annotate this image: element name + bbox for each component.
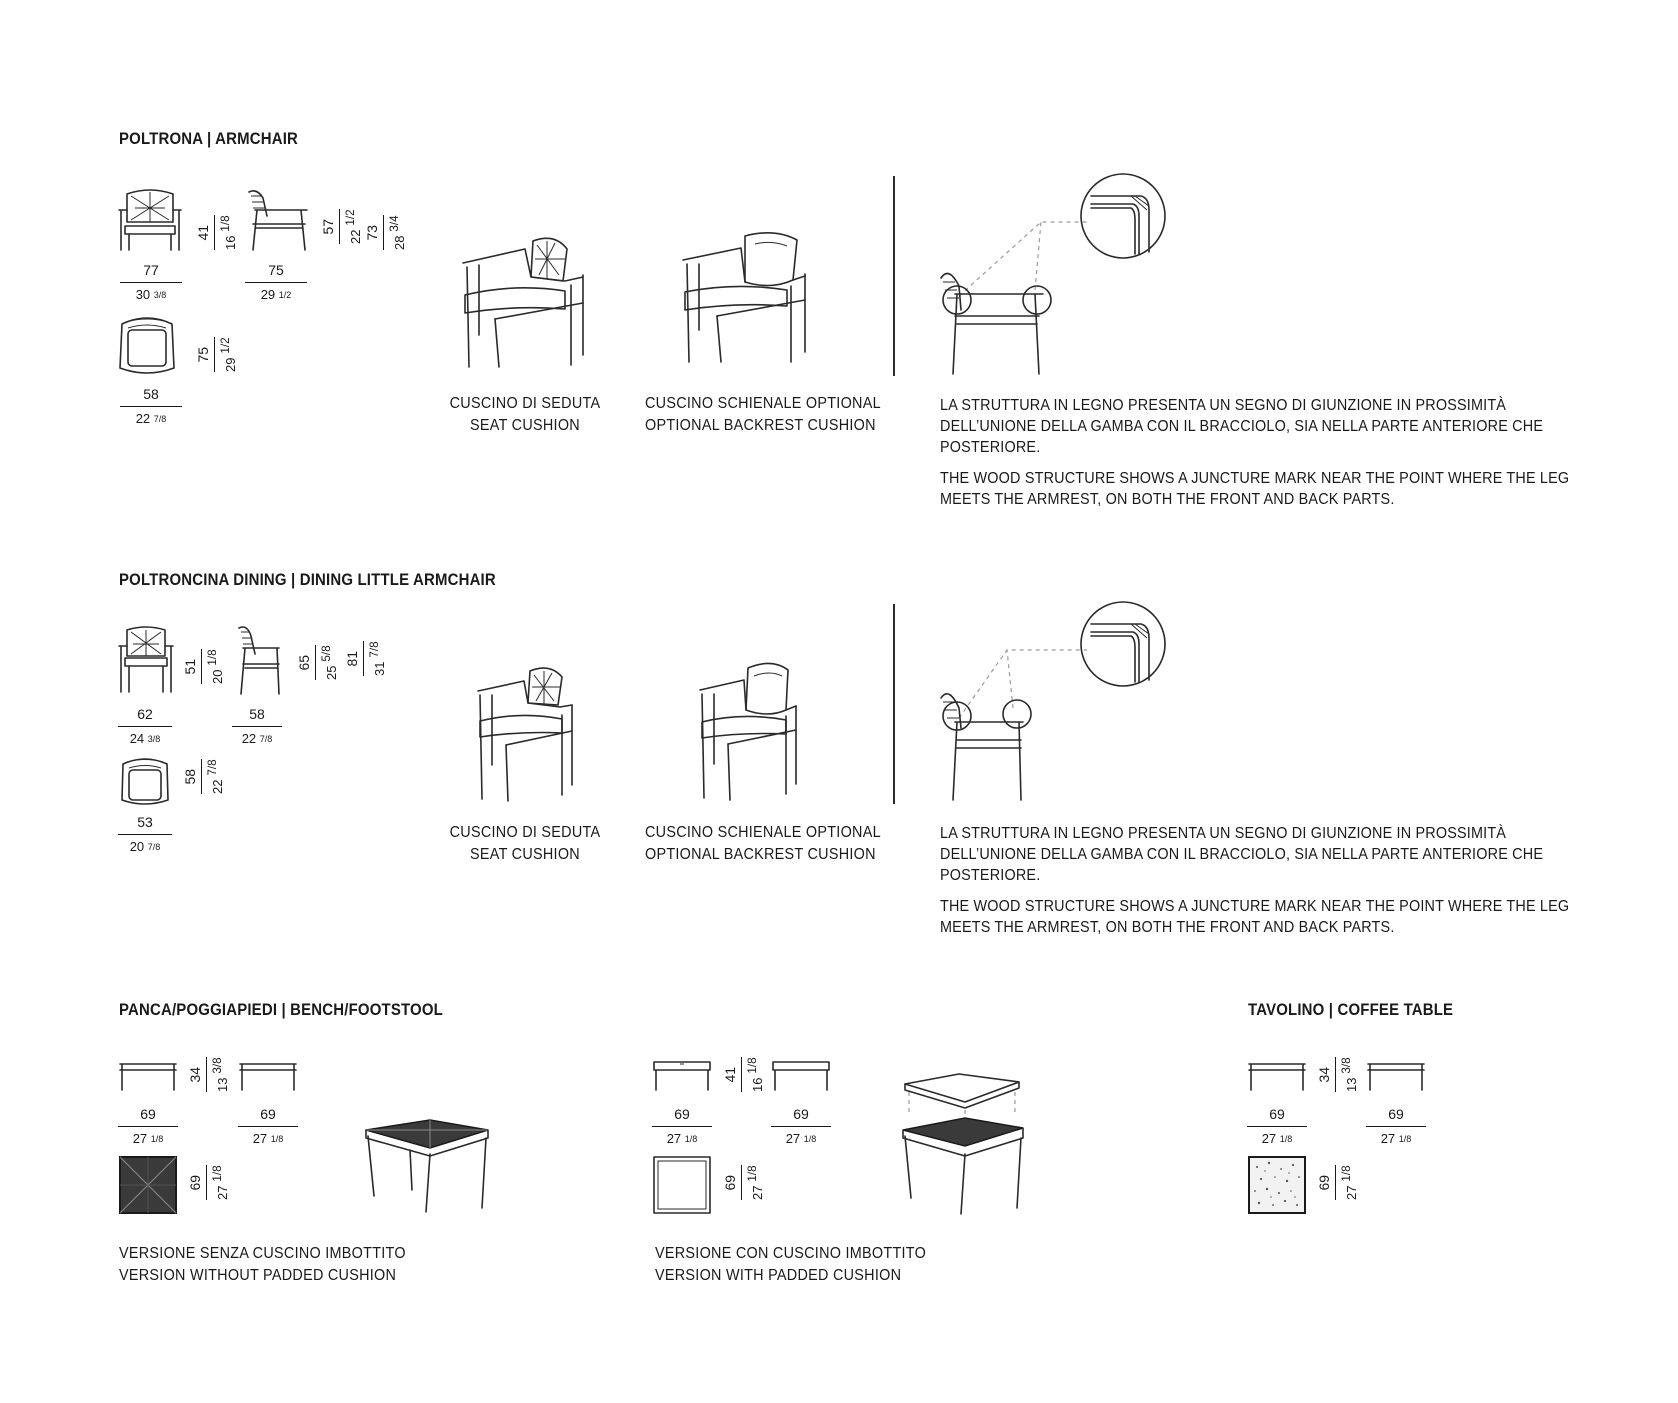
armchair-top-depth: 75 29 $^{1/2}$ [195, 337, 238, 372]
table-side-width: 69 27 $^{1/8}$ [1366, 1106, 1426, 1147]
bench-v1-front-view [118, 1060, 178, 1092]
bench-v2-side-width: 69 27 $^{1/8}$ [771, 1106, 831, 1147]
dining-note: LA STRUTTURA IN LEGNO PRESENTA UN SEGNO DI GIUNZIONE IN PROSSIMITÀ DELL’UNIONE DELLA GAMBA CON IL BRACCIOLO, SIA NELLA PARTE ANTERIORE CHE POSTERIORE. THE WOOD STRUCTURE SHOWS A JUNCTURE MARK NEAR THE POINT WHERE THE LEG MEETS THE ARMREST, ON BOTH THE FRONT AND BACK PARTS. [940, 825, 1570, 936]
armchair-note: LA STRUTTURA IN LEGNO PRESENTA UN SEGNO DI GIUNZIONE IN PROSSIMITÀ DELL’UNIONE DELLA GAMBA CON IL BRACCIOLO, SIA NELLA PARTE ANTERIORE CHE POSTERIORE. THE WOOD STRUCTURE SHOWS A JUNCTURE MARK NEAR THE POINT WHERE THE LEG MEETS THE ARMREST, ON BOTH THE FRONT AND BACK PARTS. [940, 397, 1570, 508]
bench-v2-caption: VERSIONE CON CUSCINO IMBOTTITO VERSION WITH PADDED CUSHION [655, 1245, 927, 1284]
table-front-view [1247, 1060, 1307, 1092]
section-title-bench: PANCA/POGGIAPIEDI | BENCH/FOOTSTOOL [119, 1000, 443, 1019]
table-front-width: 69 27 $^{1/8}$ [1247, 1106, 1307, 1147]
armchair-backrest-caption: CUSCINO SCHIENALE OPTIONAL OPTIONAL BACKREST CUSHION [645, 395, 881, 434]
dining-side-view [233, 624, 285, 696]
bench-v2-side-view [771, 1058, 831, 1092]
dining-top-view [118, 754, 172, 810]
bench-v1-side-view [238, 1060, 298, 1092]
bench-v1-front-width: 69 27 $^{1/8}$ [118, 1106, 178, 1147]
bench-v2-perspective [895, 1070, 1035, 1220]
dining-juncture-detail [935, 598, 1205, 808]
armchair-top-view [116, 312, 178, 380]
armchair-side-height-2: 73 28 $^{3/4}$ [364, 215, 407, 250]
dining-side-height-2: 81 31 $^{7/8}$ [344, 641, 387, 676]
armchair-juncture-detail [935, 170, 1205, 380]
table-top-depth: 69 27 $^{1/8}$ [1316, 1165, 1359, 1200]
dining-front-height: 51 20 $^{1/8}$ [182, 649, 225, 684]
dining-backrest-cushion-drawing [692, 660, 802, 805]
armchair-divider [893, 176, 895, 376]
table-side-view [1366, 1060, 1426, 1092]
dining-backrest-caption: CUSCINO SCHIENALE OPTIONAL OPTIONAL BACKREST CUSHION [645, 824, 881, 863]
dining-top-width: 53 20 $^{7/8}$ [118, 814, 172, 855]
bench-v2-front-width: 69 27 $^{1/8}$ [652, 1106, 712, 1147]
armchair-seat-cushion-drawing [455, 235, 595, 375]
armchair-backrest-cushion-drawing [675, 230, 815, 375]
section-title-dining: POLTRONCINA DINING | DINING LITTLE ARMCHAIR [119, 570, 496, 589]
dining-divider [893, 604, 895, 804]
armchair-side-height-1: 57 22 $^{1/2}$ [320, 209, 363, 244]
section-title-armchair: POLTRONA | ARMCHAIR [119, 129, 299, 148]
armchair-side-view [243, 188, 313, 254]
armchair-side-width: 75 29 $^{1/2}$ [245, 262, 307, 303]
bench-v2-front-view [652, 1058, 712, 1092]
bench-v1-perspective [360, 1110, 500, 1220]
armchair-top-width: 58 22 $^{7/8}$ [120, 386, 182, 427]
bench-v1-side-width: 69 27 $^{1/8}$ [238, 1106, 298, 1147]
section-title-table: TAVOLINO | COFFEE TABLE [1248, 1000, 1454, 1019]
dining-side-width: 58 22 $^{7/8}$ [232, 706, 282, 747]
armchair-seat-caption: CUSCINO DI SEDUTA SEAT CUSHION [449, 395, 601, 434]
dining-seat-cushion-drawing [470, 665, 580, 805]
bench-v1-front-height: 34 13 $^{3/8}$ [187, 1057, 230, 1092]
dining-side-height-1: 65 25 $^{5/8}$ [296, 645, 339, 680]
bench-v2-front-height: 41 16 $^{1/8}$ [722, 1057, 765, 1092]
bench-v1-top-depth: 69 27 $^{1/8}$ [187, 1165, 230, 1200]
armchair-front-height: 41 16 $^{1/8}$ [195, 215, 238, 250]
bench-v1-caption: VERSIONE SENZA CUSCINO IMBOTTITO VERSION WITHOUT PADDED CUSHION [119, 1245, 406, 1284]
armchair-front-width: 77 30 $^{3/8}$ [120, 262, 182, 303]
armchair-front-view [115, 188, 185, 254]
bench-v1-top-view [118, 1155, 178, 1215]
bench-v2-top-depth: 69 27 $^{1/8}$ [722, 1165, 765, 1200]
dining-seat-caption: CUSCINO DI SEDUTA SEAT CUSHION [449, 824, 601, 863]
dining-top-depth: 58 22 $^{7/8}$ [182, 759, 225, 794]
dining-front-view [117, 626, 175, 696]
table-top-view [1247, 1155, 1307, 1215]
dining-front-width: 62 24 $^{3/8}$ [118, 706, 172, 747]
bench-v2-top-view [652, 1155, 712, 1215]
table-front-height: 34 13 $^{3/8}$ [1316, 1057, 1359, 1092]
